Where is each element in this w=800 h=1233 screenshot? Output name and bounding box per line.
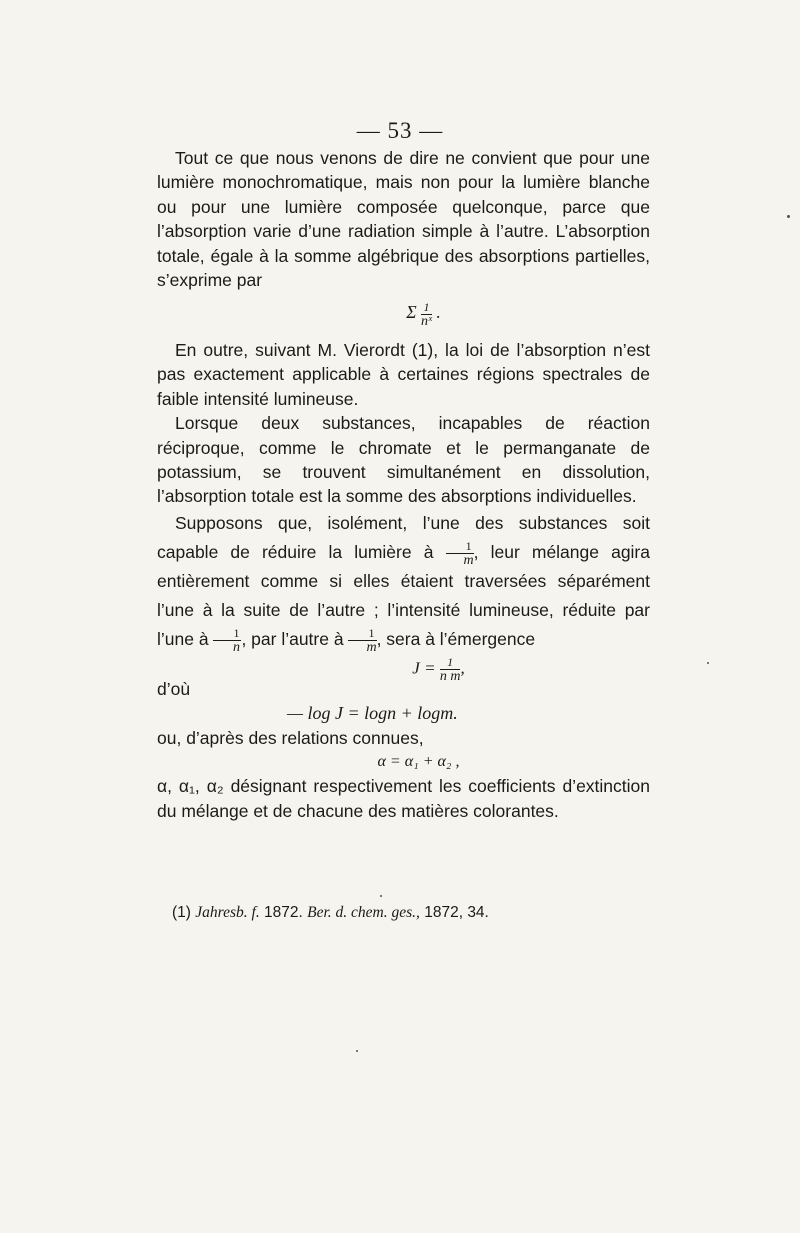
footnote-journal: Ber. d. chem. ges., — [307, 904, 420, 921]
numerator: 1 — [348, 627, 376, 641]
numerator: 1 — [440, 656, 461, 670]
page-body — [157, 146, 650, 823]
denominator: nˣ — [421, 313, 432, 329]
sigma-symbol: Σ — [406, 302, 417, 323]
fraction — [446, 540, 474, 567]
text-run: , par l’autre à — [241, 628, 349, 649]
numerator: 1 — [421, 301, 432, 315]
denominator: m — [366, 639, 377, 655]
numerator: 1 — [213, 627, 241, 641]
text-run: Supposons que, isolément, l’une des substances soit capable de réduire la lumière à — [157, 512, 650, 562]
page-number: — 53 — — [356, 118, 444, 143]
paragraph: En outre, suivant M. Vierordt (1), la loi de l’absorption n’est pas exactement applicable à certaines régions spectrales de faible intensité lumineuse. — [157, 339, 650, 409]
footnote — [172, 904, 489, 922]
paragraph — [157, 509, 650, 654]
fraction — [421, 301, 432, 328]
formula-lhs: J = — [412, 658, 436, 678]
paper-speck — [380, 895, 382, 897]
text-run: , leur mélange agira entièrement comme si elles étaient traversées séparément l’une à la suite de l’autre ; l’intensité lumineuse, réduite par l’une à — [157, 541, 650, 649]
fraction — [213, 627, 241, 654]
fraction — [440, 656, 461, 683]
denominator: n — [232, 639, 240, 655]
paragraph: Tout ce que nous venons de dire ne convient que pour une lumière monochromatique, mais non pour la lumière blanche ou pour une lumière composée quelconque, parce que l’absorption varie d’une radiation simple à l’autre. L’absorption totale, égale à la somme algébrique des absorptions partielles, s’exprime par — [157, 148, 650, 291]
sigma-formula — [157, 300, 650, 327]
denominator: m — [463, 552, 474, 568]
numerator: 1 — [446, 540, 474, 554]
relations-line: ou, d’après des relations connues, — [157, 727, 424, 748]
formula-period: . — [436, 302, 441, 323]
paper-speck — [356, 1050, 358, 1052]
formula-comma: , — [460, 658, 465, 678]
paragraph: α, α₁, α₂ désignant respectivement les coefficients d’extinction du mélange et de chacune des matières colorantes. — [157, 776, 650, 821]
paper-speck — [707, 662, 709, 664]
footnote-reference: 1872, 34. — [424, 904, 489, 921]
denominator: n m — [439, 668, 461, 684]
footnote-year: 1872. — [264, 904, 303, 921]
paper-speck — [787, 215, 790, 218]
log-formula: — log J = logn + logm. — [287, 703, 458, 724]
alpha-formula: α = α₁ + α₂ , — [377, 752, 460, 770]
text-run: , sera à l’émergence — [376, 628, 536, 649]
paragraph: Lorsque deux substances, incapables de réaction réciproque, comme le chromate et le permanganate de potassium, se trouvent simultanément en dissolution, l’absorption totale est la somme des absorptions individuelles. — [157, 413, 650, 507]
fraction — [348, 627, 376, 654]
dou-label: d’où — [157, 678, 191, 699]
footnote-source: Jahresb. f. — [195, 904, 260, 921]
footnote-marker: (1) — [172, 904, 191, 921]
